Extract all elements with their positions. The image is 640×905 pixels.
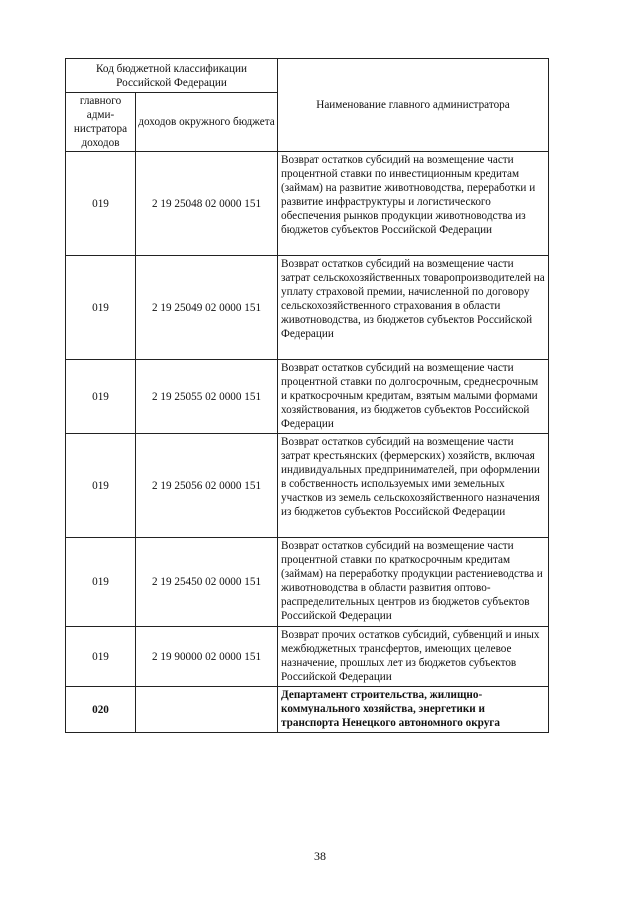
budget-code-cell: 2 19 25450 02 0000 151 xyxy=(136,538,278,627)
table-row xyxy=(66,627,549,687)
administrator-name-cell: Возврат прочих остатков субсидий, субвенций и иных межбюджетных трансфертов, имеющих целевое назначение, прошлых лет из бюджетов субъектов Российской Федерации xyxy=(278,627,549,687)
table-row xyxy=(66,152,549,256)
header-income-cell: доходов окружного бюджета xyxy=(136,93,278,152)
header-admin-cell: главного адми-нистратора доходов xyxy=(66,93,136,152)
budget-code-cell: 2 19 25049 02 0000 151 xyxy=(136,256,278,360)
administrator-name-cell: Возврат остатков субсидий на возмещение части процентной ставки по инвестиционным кредитам (займам) на развитие животноводства, переработки и развитие инфраструктуры и логистического обеспечения рынков продукции животноводства из бюджетов субъектов Российской Федерации xyxy=(278,152,549,256)
header-group-cell: Код бюджетной классификации Российской Федерации xyxy=(66,59,278,93)
administrator-name-cell: Возврат остатков субсидий на возмещение части затрат сельскохозяйственных товаропроизводителей на уплату страховой премии, начисленной по договору сельскохозяйственного страхования в области животноводства, из бюджетов субъектов Российской Федерации xyxy=(278,256,549,360)
admin-code-cell: 020 xyxy=(66,687,136,733)
table-row xyxy=(66,538,549,627)
table-row xyxy=(66,360,549,434)
admin-code-cell: 019 xyxy=(66,360,136,434)
administrator-name-cell: Департамент строительства, жилищно-коммунального хозяйства, энергетики и транспорта Ненецкого автономного округа xyxy=(278,687,549,733)
administrator-name-cell: Возврат остатков субсидий на возмещение части процентной ставки по долгосрочным, среднесрочным и краткосрочным кредитам, взятым малыми формами хозяйствования, из бюджетов субъектов Российской Федерации xyxy=(278,360,549,434)
admin-code-cell: 019 xyxy=(66,152,136,256)
admin-code-cell: 019 xyxy=(66,256,136,360)
admin-code-cell: 019 xyxy=(66,538,136,627)
budget-code-cell: 2 19 90000 02 0000 151 xyxy=(136,627,278,687)
budget-code-cell: 2 19 25055 02 0000 151 xyxy=(136,360,278,434)
header-name-cell: Наименование главного администратора xyxy=(278,59,549,152)
admin-code-cell: 019 xyxy=(66,627,136,687)
budget-code-cell: 2 19 25056 02 0000 151 xyxy=(136,434,278,538)
revenue-classification-table xyxy=(65,58,549,733)
admin-code-cell: 019 xyxy=(66,434,136,538)
administrator-name-cell: Возврат остатков субсидий на возмещение части процентной ставки по краткосрочным кредитам (займам) на переработку продукции растениеводства и животноводства в области развития оптово-распределительных центров из бюджетов субъектов Российской Федерации xyxy=(278,538,549,627)
page-number: 38 xyxy=(314,849,326,863)
table-row-department xyxy=(66,687,549,733)
budget-code-cell: 2 19 25048 02 0000 151 xyxy=(136,152,278,256)
table-row xyxy=(66,434,549,538)
budget-code-cell xyxy=(136,687,278,733)
table-row xyxy=(66,256,549,360)
administrator-name-cell: Возврат остатков субсидий на возмещение части затрат крестьянских (фермерских) хозяйств, включая индивидуальных предпринимателей, при оформлении в собственность используемых ими земельных участков из земель сельскохозяйственного назначения из бюджетов субъектов Российской Федерации xyxy=(278,434,549,538)
